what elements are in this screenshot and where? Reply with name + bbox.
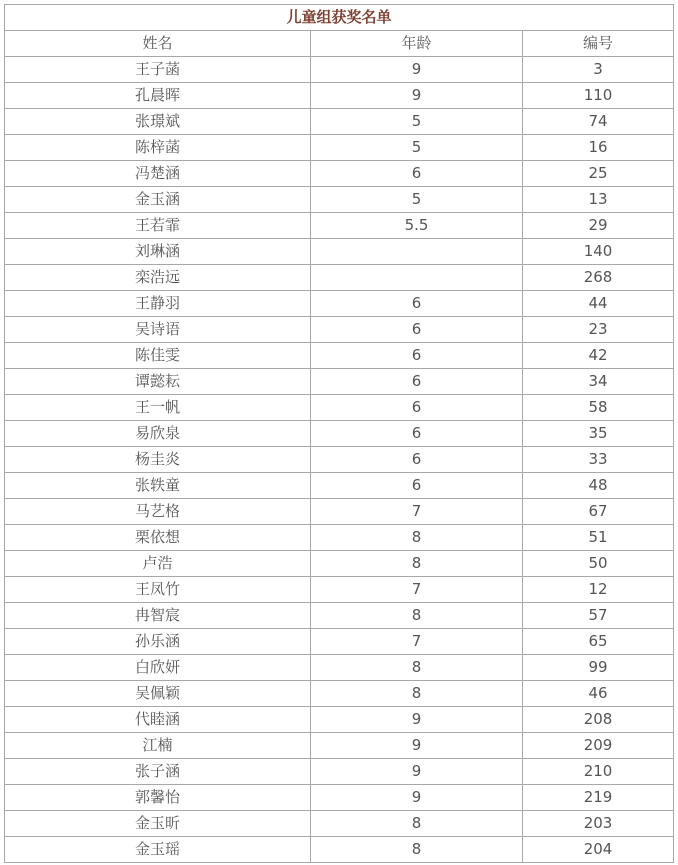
number-cell: 50 [523,551,674,577]
age-cell: 7 [311,577,523,603]
table-row [5,577,674,603]
table-row [5,629,674,655]
table-title: 儿童组获奖名单 [5,5,674,31]
table-row [5,213,674,239]
age-cell: 5 [311,187,523,213]
age-cell: 8 [311,551,523,577]
name-cell: 马艺格 [5,499,311,525]
age-cell: 6 [311,421,523,447]
table-row [5,369,674,395]
age-cell: 5.5 [311,213,523,239]
number-cell: 34 [523,369,674,395]
number-cell: 110 [523,83,674,109]
number-cell: 51 [523,525,674,551]
table-row [5,265,674,291]
table-row [5,525,674,551]
number-cell: 208 [523,707,674,733]
number-cell: 16 [523,135,674,161]
table-row [5,57,674,83]
name-cell: 金玉涵 [5,187,311,213]
number-cell: 29 [523,213,674,239]
table-row [5,707,674,733]
name-cell: 张璟斌 [5,109,311,135]
number-cell: 44 [523,291,674,317]
number-cell: 219 [523,785,674,811]
name-cell: 郭馨怡 [5,785,311,811]
age-cell: 6 [311,343,523,369]
number-cell: 13 [523,187,674,213]
age-cell: 9 [311,83,523,109]
name-cell: 冯楚涵 [5,161,311,187]
name-cell: 易欣泉 [5,421,311,447]
number-cell: 74 [523,109,674,135]
age-cell: 6 [311,447,523,473]
table-row [5,837,674,863]
age-cell: 6 [311,473,523,499]
age-cell: 9 [311,785,523,811]
age-cell [311,239,523,265]
table-body [5,57,674,863]
name-cell: 王凤竹 [5,577,311,603]
number-cell: 57 [523,603,674,629]
name-cell: 卢浩 [5,551,311,577]
header-number: 编号 [523,31,674,57]
table-row [5,733,674,759]
number-cell: 65 [523,629,674,655]
table-row [5,187,674,213]
table-row [5,239,674,265]
name-cell: 代睦涵 [5,707,311,733]
name-cell: 谭懿耘 [5,369,311,395]
name-cell: 陈梓菡 [5,135,311,161]
name-cell: 张轶童 [5,473,311,499]
table-row [5,473,674,499]
age-cell: 9 [311,733,523,759]
table-row [5,655,674,681]
name-cell: 王一帆 [5,395,311,421]
table-row [5,291,674,317]
age-cell: 7 [311,629,523,655]
name-cell: 张子涵 [5,759,311,785]
name-cell: 金玉昕 [5,811,311,837]
table-row [5,551,674,577]
age-cell: 6 [311,369,523,395]
table-row [5,83,674,109]
table-row [5,421,674,447]
table-row [5,161,674,187]
age-cell: 6 [311,395,523,421]
age-cell: 8 [311,681,523,707]
header-row [5,31,674,57]
number-cell: 3 [523,57,674,83]
name-cell: 孙乐涵 [5,629,311,655]
age-cell: 9 [311,759,523,785]
age-cell: 8 [311,655,523,681]
number-cell: 209 [523,733,674,759]
name-cell: 杨圭炎 [5,447,311,473]
number-cell: 35 [523,421,674,447]
name-cell: 栗依想 [5,525,311,551]
number-cell: 268 [523,265,674,291]
number-cell: 204 [523,837,674,863]
age-cell: 8 [311,811,523,837]
age-cell: 9 [311,707,523,733]
title-row [5,5,674,31]
header-age: 年龄 [311,31,523,57]
number-cell: 140 [523,239,674,265]
number-cell: 67 [523,499,674,525]
name-cell: 冉智宸 [5,603,311,629]
table-row [5,759,674,785]
number-cell: 23 [523,317,674,343]
name-cell: 吴诗语 [5,317,311,343]
age-cell: 5 [311,135,523,161]
number-cell: 210 [523,759,674,785]
table-row [5,109,674,135]
number-cell: 203 [523,811,674,837]
age-cell: 6 [311,291,523,317]
name-cell: 栾浩远 [5,265,311,291]
table-row [5,447,674,473]
award-list-table [4,4,674,863]
table-row [5,343,674,369]
table-row [5,811,674,837]
table-row [5,395,674,421]
name-cell: 江楠 [5,733,311,759]
age-cell: 6 [311,317,523,343]
age-cell: 5 [311,109,523,135]
name-cell: 吴佩颖 [5,681,311,707]
number-cell: 58 [523,395,674,421]
table-row [5,499,674,525]
name-cell: 孔晨晖 [5,83,311,109]
age-cell: 7 [311,499,523,525]
number-cell: 99 [523,655,674,681]
name-cell: 王若霏 [5,213,311,239]
table-row [5,603,674,629]
age-cell: 6 [311,161,523,187]
name-cell: 陈佳雯 [5,343,311,369]
name-cell: 王子菡 [5,57,311,83]
name-cell: 白欣妍 [5,655,311,681]
age-cell: 8 [311,603,523,629]
name-cell: 金玉瑶 [5,837,311,863]
table-row [5,785,674,811]
number-cell: 42 [523,343,674,369]
name-cell: 王静羽 [5,291,311,317]
number-cell: 12 [523,577,674,603]
number-cell: 33 [523,447,674,473]
table-row [5,135,674,161]
age-cell [311,265,523,291]
header-name: 姓名 [5,31,311,57]
table-row [5,317,674,343]
age-cell: 8 [311,837,523,863]
number-cell: 25 [523,161,674,187]
name-cell: 刘琳涵 [5,239,311,265]
number-cell: 48 [523,473,674,499]
age-cell: 8 [311,525,523,551]
number-cell: 46 [523,681,674,707]
table-row [5,681,674,707]
award-list-sheet [4,4,674,863]
age-cell: 9 [311,57,523,83]
